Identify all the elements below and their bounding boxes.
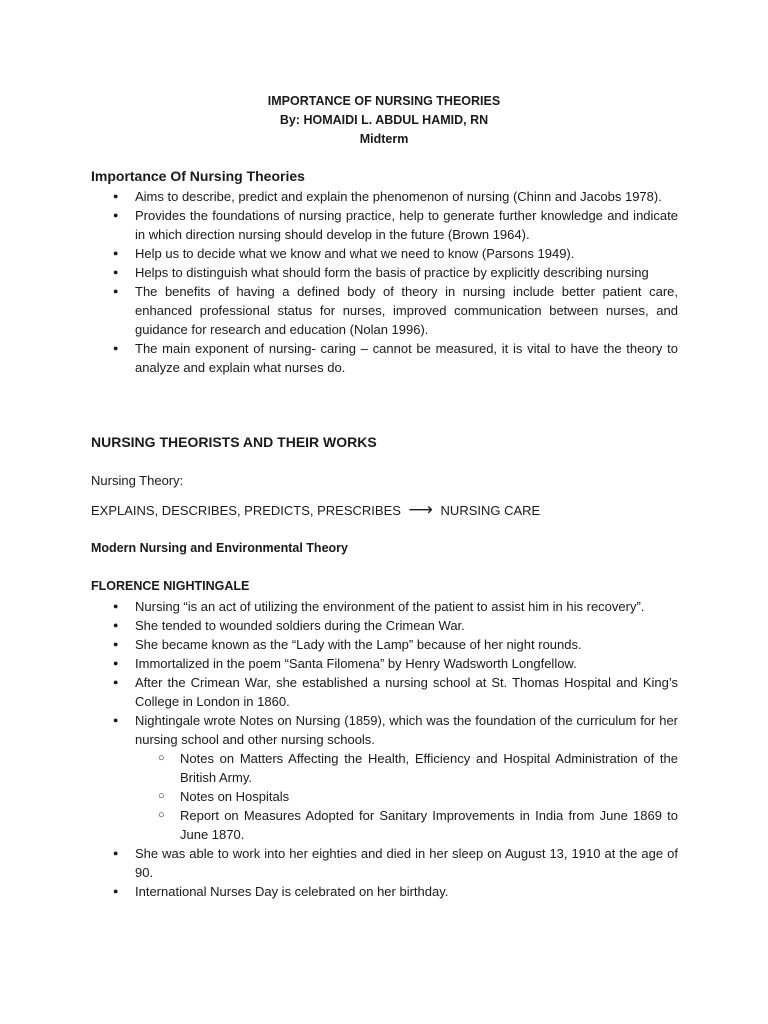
list-item [91, 711, 678, 844]
list-item: ● Provides the foundations of nursing practice, help to generate further knowledge and indicate in which direction nursing should develop in the future (Brown 1964). [91, 206, 678, 244]
list-item: ● Help us to decide what we know and what we need to know (Parsons 1949). [91, 244, 678, 263]
importance-bullet-list [91, 187, 678, 377]
list-item: ● Helps to distinguish what should form the basis of practice by explicitly describing nursing [91, 263, 678, 282]
list-item: ● She became known as the “Lady with the Lamp” because of her night rounds. [91, 635, 678, 654]
list-item: ● Immortalized in the poem “Santa Filomena” by Henry Wadsworth Longfellow. [91, 654, 678, 673]
list-item: ● International Nurses Day is celebrated on her birthday. [91, 882, 678, 901]
list-item: ● She tended to wounded soldiers during the Crimean War. [91, 616, 678, 635]
list-item: ● Nursing “is an act of utilizing the environment of the patient to assist him in his recovery”. [91, 597, 678, 616]
subsection-heading: Modern Nursing and Environmental Theory [91, 541, 348, 555]
list-item: ● She was able to work into her eighties and died in her sleep on August 13, 1910 at the age of 90. [91, 844, 678, 882]
list-item: ● The benefits of having a defined body of theory in nursing include better patient care, enhanced professional status for nurses, improved communication between nurses, and guidance for research and education (Nolan 1996). [91, 282, 678, 339]
sub-list-item: ○ Notes on Matters Affecting the Health, Efficiency and Hospital Administration of the British Army. [135, 749, 678, 787]
list-item: ● Aims to describe, predict and explain the phenomenon of nursing (Chinn and Jacobs 1978). [91, 187, 678, 206]
theory-flow-line [91, 500, 540, 520]
sub-list-item: ○ Report on Measures Adopted for Sanitary Improvements in India from June 1869 to June 1870. [135, 806, 678, 844]
flow-left-text: EXPLAINS, DESCRIBES, PREDICTS, PRESCRIBES [91, 503, 401, 518]
flow-right-text: NURSING CARE [440, 503, 541, 518]
theorist-name: FLORENCE NIGHTINGALE [91, 579, 250, 593]
sub-list-item: ○ Notes on Hospitals [135, 787, 678, 806]
nightingale-bullet-list [91, 597, 678, 901]
list-item: ● The main exponent of nursing- caring – cannot be measured, it is vital to have the theory to analyze and explain what nurses do. [91, 339, 678, 377]
arrow-right-icon: ⟶ [408, 500, 433, 520]
notes-sub-list [135, 749, 678, 844]
list-item-text: Nightingale wrote Notes on Nursing (1859), which was the foundation of the curriculum for her nursing school and other nursing schools. [135, 713, 678, 747]
section-heading-theorists: NURSING THEORISTS AND THEIR WORKS [91, 434, 377, 450]
document-author: By: HOMAIDI L. ABDUL HAMID, RN [279, 113, 489, 127]
document-title: IMPORTANCE OF NURSING THEORIES [267, 94, 501, 108]
document-header [0, 92, 768, 149]
nursing-theory-label: Nursing Theory: [91, 473, 184, 488]
list-item: ● After the Crimean War, she established a nursing school at St. Thomas Hospital and King’s College in London in 1860. [91, 673, 678, 711]
section-heading-importance: Importance Of Nursing Theories [91, 168, 305, 184]
document-term: Midterm [359, 132, 409, 146]
